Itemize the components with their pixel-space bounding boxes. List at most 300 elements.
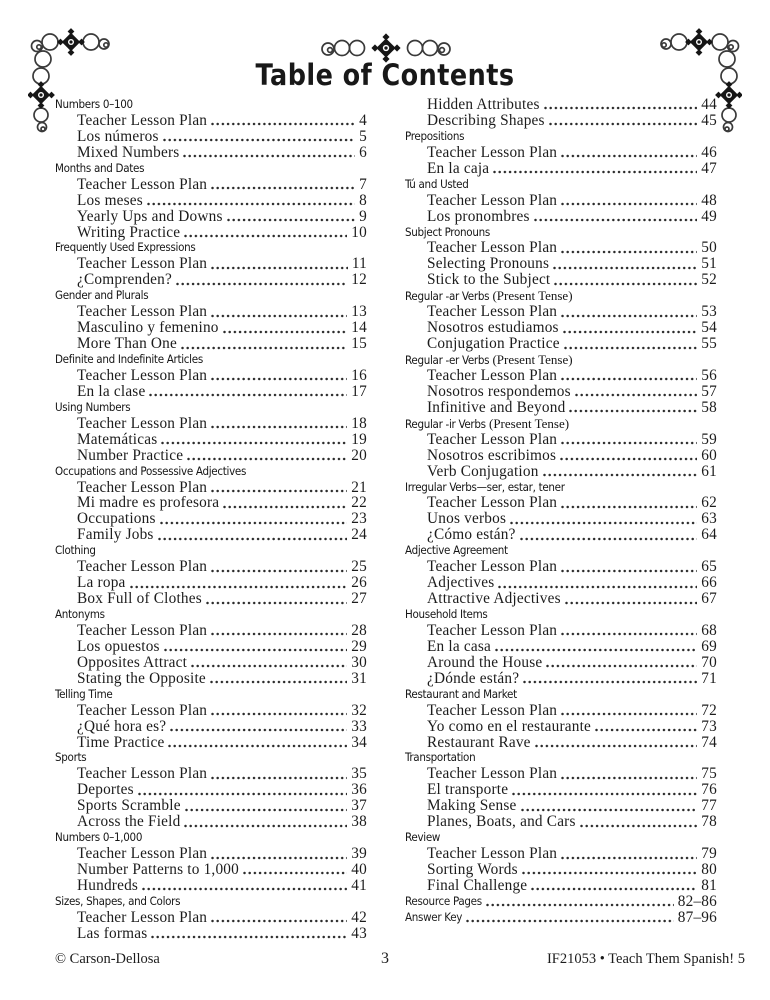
dot-leader bbox=[211, 186, 355, 190]
toc-section-header bbox=[405, 416, 717, 432]
page-number: 69 bbox=[701, 637, 717, 655]
dot-leader bbox=[243, 871, 347, 875]
toc-entry bbox=[405, 97, 717, 113]
dot-leader bbox=[142, 887, 347, 891]
entry-label: Verb Conjugation bbox=[427, 462, 539, 480]
dot-leader bbox=[544, 106, 698, 110]
toc-entry bbox=[405, 400, 717, 416]
toc-section-header bbox=[55, 830, 367, 846]
entry-label: Making Sense bbox=[427, 797, 517, 815]
page-number: 80 bbox=[701, 861, 717, 878]
toc-entry bbox=[405, 766, 717, 782]
toc-section-header bbox=[55, 240, 367, 256]
toc-entry bbox=[55, 655, 367, 671]
entry-label: Los meses bbox=[77, 191, 143, 209]
dot-leader bbox=[184, 234, 347, 238]
page-number: 63 bbox=[701, 510, 717, 528]
toc-entry bbox=[405, 272, 717, 288]
dot-leader bbox=[561, 377, 697, 381]
dot-leader bbox=[546, 664, 697, 668]
page-number: 45 bbox=[701, 111, 717, 129]
toc-section-header bbox=[405, 607, 717, 623]
entry-label: Answer Key bbox=[405, 909, 463, 924]
page-number: 10 bbox=[351, 223, 367, 241]
dot-leader bbox=[560, 457, 697, 461]
page-number: 26 bbox=[351, 574, 367, 592]
page-number: 25 bbox=[351, 558, 367, 576]
toc-entry bbox=[55, 368, 367, 384]
page-number: 31 bbox=[351, 669, 367, 687]
entry-label: Sorting Words bbox=[427, 861, 518, 878]
toc-entry bbox=[55, 527, 367, 543]
section-header-text: Gender and Plurals bbox=[55, 288, 149, 303]
page-number: 5 bbox=[359, 127, 367, 145]
toc-entry bbox=[405, 591, 717, 607]
toc-section-header bbox=[55, 352, 367, 368]
entry-label: ¿Dónde están? bbox=[427, 669, 520, 687]
dot-leader bbox=[561, 314, 697, 318]
toc-entry bbox=[405, 639, 717, 655]
toc-entry bbox=[55, 336, 367, 352]
dot-leader bbox=[147, 202, 355, 206]
dot-leader bbox=[561, 505, 697, 509]
section-header-text: Numbers 0–1,000 bbox=[55, 830, 143, 845]
page-number: 60 bbox=[701, 446, 717, 464]
toc-entry bbox=[55, 926, 367, 942]
page-number: 22 bbox=[351, 494, 367, 512]
dot-leader bbox=[561, 154, 697, 158]
entry-label: Around the House bbox=[427, 653, 543, 671]
page-number: 30 bbox=[351, 653, 367, 671]
page-number: 53 bbox=[701, 303, 717, 321]
dot-leader bbox=[181, 346, 347, 350]
entry-label: Teacher Lesson Plan bbox=[427, 239, 558, 257]
entry-label: Yo como en el restaurante bbox=[427, 717, 592, 735]
entry-label: Resource Pages bbox=[405, 893, 482, 908]
toc-entry bbox=[55, 129, 367, 145]
section-header-text: Prepositions bbox=[405, 128, 465, 143]
toc-entry bbox=[405, 878, 717, 894]
entry-label: Teacher Lesson Plan bbox=[427, 621, 558, 639]
toc-entry bbox=[55, 846, 367, 862]
entry-label: Hidden Attributes bbox=[427, 96, 540, 113]
page-number: 79 bbox=[701, 845, 717, 863]
toc-entry bbox=[55, 814, 367, 830]
entry-label: Teacher Lesson Plan bbox=[427, 558, 558, 576]
page-number: 64 bbox=[701, 526, 717, 544]
entry-label: More Than One bbox=[77, 335, 178, 353]
page-number: 39 bbox=[351, 845, 367, 863]
toc-entry bbox=[405, 209, 717, 225]
toc-entry bbox=[55, 113, 367, 129]
toc-entry bbox=[55, 735, 367, 751]
entry-label: ¿Comprenden? bbox=[77, 271, 172, 289]
toc-entry bbox=[405, 384, 717, 400]
entry-label: Mi madre es profesora bbox=[77, 494, 220, 512]
dot-leader bbox=[185, 808, 348, 812]
toc-entry bbox=[405, 894, 717, 910]
dot-leader bbox=[223, 505, 347, 509]
dot-leader bbox=[211, 425, 347, 429]
dot-leader bbox=[510, 521, 697, 525]
toc-entry bbox=[405, 655, 717, 671]
section-header-text: Sports bbox=[55, 750, 87, 765]
page-number: 78 bbox=[701, 813, 717, 831]
dot-leader bbox=[184, 824, 347, 828]
entry-label: Family Jobs bbox=[77, 526, 154, 544]
dot-leader bbox=[523, 680, 697, 684]
section-header-text: Antonyms bbox=[55, 607, 105, 621]
page-number: 52 bbox=[701, 271, 717, 289]
toc-entry bbox=[405, 113, 717, 129]
dot-leader bbox=[561, 202, 697, 206]
page-number: 68 bbox=[701, 621, 717, 639]
section-header-text: Restaurant and Market bbox=[405, 686, 517, 701]
toc-section-header bbox=[55, 161, 367, 177]
dot-leader bbox=[535, 744, 698, 748]
dot-leader bbox=[543, 473, 698, 477]
dot-leader bbox=[561, 250, 697, 254]
dot-leader bbox=[211, 856, 347, 860]
copyright-text: © Carson-Dellosa bbox=[55, 951, 160, 967]
entry-label: Time Practice bbox=[77, 733, 165, 751]
page-number: 65 bbox=[701, 558, 717, 576]
dot-leader bbox=[580, 824, 698, 828]
dot-leader bbox=[561, 569, 697, 573]
toc-entry bbox=[405, 256, 717, 272]
toc-entry bbox=[55, 623, 367, 639]
page-number: 32 bbox=[351, 701, 367, 719]
page-number: 17 bbox=[351, 382, 367, 400]
page-number: 50 bbox=[701, 239, 717, 257]
dot-leader bbox=[211, 632, 347, 636]
dot-leader bbox=[575, 393, 698, 397]
dot-leader bbox=[130, 585, 348, 589]
section-header-text: Tú and Usted bbox=[405, 176, 469, 191]
dot-leader bbox=[211, 919, 347, 923]
toc-section-header bbox=[55, 894, 367, 910]
page-number: 54 bbox=[701, 319, 717, 337]
toc-section-header bbox=[405, 352, 717, 368]
entry-label: Teacher Lesson Plan bbox=[77, 558, 208, 576]
dot-leader bbox=[569, 409, 697, 413]
folio-page-number: 3 bbox=[381, 950, 389, 967]
dot-leader bbox=[191, 664, 347, 668]
page-number: 76 bbox=[701, 781, 717, 799]
page-number: 57 bbox=[701, 382, 717, 400]
toc-entry bbox=[55, 384, 367, 400]
page-number: 51 bbox=[701, 255, 717, 273]
toc-section-header bbox=[405, 480, 717, 496]
page-number: 28 bbox=[351, 621, 367, 639]
entry-label: Selecting Pronouns bbox=[427, 255, 550, 273]
dot-leader bbox=[187, 457, 347, 461]
section-header-text: Months and Dates bbox=[55, 160, 145, 175]
dot-leader bbox=[561, 856, 697, 860]
toc-section-header bbox=[405, 288, 717, 304]
dot-leader bbox=[183, 154, 355, 158]
toc-section-header bbox=[55, 464, 367, 480]
dot-leader bbox=[522, 871, 698, 875]
toc-entry bbox=[55, 575, 367, 591]
page-number: 6 bbox=[359, 143, 367, 161]
toc-entry bbox=[405, 623, 717, 639]
dot-leader bbox=[565, 601, 698, 605]
dot-leader bbox=[549, 122, 698, 126]
toc-entry bbox=[55, 862, 367, 878]
page-number: 16 bbox=[351, 366, 367, 384]
dot-leader bbox=[211, 314, 347, 318]
page-number: 48 bbox=[701, 191, 717, 209]
dot-leader bbox=[553, 266, 697, 270]
section-header-text: Review bbox=[405, 830, 441, 845]
toc-entry bbox=[405, 368, 717, 384]
toc-entry bbox=[55, 193, 367, 209]
section-header-suffix: (Present Tense) bbox=[489, 352, 573, 367]
dot-leader bbox=[206, 601, 347, 605]
toc-entry bbox=[405, 161, 717, 177]
toc-section-header bbox=[405, 687, 717, 703]
entry-label: Planes, Boats, and Cars bbox=[427, 813, 576, 831]
toc-section-header bbox=[55, 687, 367, 703]
dot-leader bbox=[595, 728, 697, 732]
entry-label: Restaurant Rave bbox=[427, 733, 531, 751]
dot-leader bbox=[168, 744, 347, 748]
toc-entry bbox=[405, 240, 717, 256]
page-title: Table of Contents bbox=[255, 58, 515, 92]
toc-entry bbox=[405, 304, 717, 320]
entry-label: Occupations bbox=[77, 510, 156, 528]
entry-label: Infinitive and Beyond bbox=[427, 398, 566, 416]
toc-entry bbox=[405, 145, 717, 161]
page-number: 47 bbox=[701, 159, 717, 177]
toc-entry bbox=[55, 432, 367, 448]
page-footer bbox=[0, 951, 770, 971]
toc-column-right bbox=[405, 97, 717, 942]
entry-label: Teacher Lesson Plan bbox=[77, 111, 208, 129]
page-number: 70 bbox=[701, 653, 717, 671]
dot-leader bbox=[512, 792, 697, 796]
entry-label: Across the Field bbox=[77, 813, 181, 831]
page-number: 56 bbox=[701, 366, 717, 384]
entry-label: ¿Qué hora es? bbox=[77, 717, 167, 735]
entry-label: Hundreds bbox=[77, 876, 139, 894]
page-number: 21 bbox=[351, 478, 367, 496]
toc-entry bbox=[405, 862, 717, 878]
dot-leader bbox=[227, 218, 356, 222]
entry-label: Matemáticas bbox=[77, 430, 158, 448]
dot-leader bbox=[564, 346, 698, 350]
section-header-text: Telling Time bbox=[55, 686, 113, 701]
toc-column-left bbox=[55, 97, 367, 942]
toc-entry bbox=[405, 432, 717, 448]
entry-label: Teacher Lesson Plan bbox=[77, 845, 208, 863]
toc-section-header bbox=[55, 400, 367, 416]
section-header-suffix: (Present Tense) bbox=[485, 415, 570, 431]
entry-label: Teacher Lesson Plan bbox=[427, 143, 558, 161]
dot-leader bbox=[561, 441, 697, 445]
toc-entry bbox=[55, 671, 367, 687]
toc-section-header bbox=[405, 830, 717, 846]
section-header-text: Sizes, Shapes, and Colors bbox=[55, 893, 181, 908]
toc-entry bbox=[405, 336, 717, 352]
toc-entry bbox=[55, 304, 367, 320]
entry-label: Teacher Lesson Plan bbox=[77, 366, 208, 384]
section-header-text: Regular -ir Verbs bbox=[405, 416, 486, 431]
toc-entry bbox=[55, 177, 367, 193]
toc-section-header bbox=[405, 225, 717, 241]
toc-entry bbox=[55, 719, 367, 735]
toc-entry bbox=[55, 416, 367, 432]
dot-leader bbox=[149, 393, 347, 397]
page-number: 11 bbox=[351, 255, 367, 273]
page-number: 14 bbox=[351, 319, 367, 337]
page-number: 29 bbox=[351, 637, 367, 655]
page-number: 35 bbox=[351, 765, 367, 783]
toc-entry bbox=[405, 320, 717, 336]
toc-entry bbox=[405, 511, 717, 527]
page-number: 8 bbox=[359, 191, 367, 209]
dot-leader bbox=[211, 377, 347, 381]
page-number: 9 bbox=[359, 207, 367, 225]
entry-label: Mixed Numbers bbox=[77, 143, 180, 161]
page-number: 77 bbox=[701, 797, 717, 815]
toc-section-header bbox=[405, 750, 717, 766]
dot-leader bbox=[170, 728, 347, 732]
entry-label: Teacher Lesson Plan bbox=[427, 430, 558, 448]
toc-entry bbox=[55, 639, 367, 655]
entry-label: Teacher Lesson Plan bbox=[427, 845, 558, 863]
dot-leader bbox=[161, 441, 347, 445]
dot-leader bbox=[160, 521, 348, 525]
toc-entry bbox=[55, 878, 367, 894]
entry-label: Teacher Lesson Plan bbox=[427, 765, 558, 783]
entry-label: Teacher Lesson Plan bbox=[77, 621, 208, 639]
page-number: 62 bbox=[701, 494, 717, 512]
dot-leader bbox=[163, 138, 355, 142]
toc-section-header bbox=[55, 750, 367, 766]
toc-entry bbox=[55, 591, 367, 607]
dot-leader bbox=[164, 648, 348, 652]
toc-entry bbox=[405, 814, 717, 830]
toc-entry bbox=[55, 480, 367, 496]
entry-label: Teacher Lesson Plan bbox=[427, 366, 558, 384]
dot-leader bbox=[211, 122, 355, 126]
toc-entry bbox=[405, 671, 717, 687]
entry-label: Las formas bbox=[77, 924, 148, 942]
dot-leader bbox=[495, 648, 697, 652]
page-number: 61 bbox=[701, 462, 717, 480]
page-number: 23 bbox=[351, 510, 367, 528]
toc-section-header bbox=[55, 607, 367, 623]
toc-entry bbox=[405, 798, 717, 814]
page-number: 12 bbox=[351, 271, 367, 289]
section-header-text: Definite and Indefinite Articles bbox=[55, 352, 203, 366]
page-number: 20 bbox=[351, 446, 367, 464]
dot-leader bbox=[211, 569, 347, 573]
entry-label: Teacher Lesson Plan bbox=[427, 701, 558, 719]
entry-label: Number Practice bbox=[77, 446, 184, 464]
entry-label: Describing Shapes bbox=[427, 111, 545, 129]
page-number: 40 bbox=[351, 861, 367, 878]
entry-label: La ropa bbox=[77, 574, 126, 592]
toc-entry bbox=[55, 272, 367, 288]
dot-leader bbox=[561, 776, 697, 780]
dot-leader bbox=[211, 712, 347, 716]
entry-label: Teacher Lesson Plan bbox=[77, 908, 208, 926]
toc-entry bbox=[55, 225, 367, 241]
page-number: 13 bbox=[351, 303, 367, 321]
page-number: 72 bbox=[701, 701, 717, 719]
page-number: 59 bbox=[701, 430, 717, 448]
page-number: 27 bbox=[351, 590, 367, 608]
entry-label: Teacher Lesson Plan bbox=[77, 478, 208, 496]
toc-entry bbox=[55, 703, 367, 719]
toc-entry bbox=[405, 527, 717, 543]
dot-leader bbox=[486, 903, 674, 907]
entry-label: Deportes bbox=[77, 781, 134, 799]
entry-label: Nosotros estudiamos bbox=[427, 319, 559, 337]
entry-label: Teacher Lesson Plan bbox=[77, 303, 208, 321]
entry-label: Los pronombres bbox=[427, 207, 530, 225]
toc-entry bbox=[405, 910, 717, 926]
page-number: 4 bbox=[359, 111, 367, 129]
dot-leader bbox=[466, 919, 674, 923]
entry-label: Conjugation Practice bbox=[427, 335, 560, 353]
dot-leader bbox=[561, 632, 697, 636]
dot-leader bbox=[563, 330, 698, 334]
page-number: 46 bbox=[701, 143, 717, 161]
entry-label: Stating the Opposite bbox=[77, 669, 206, 687]
entry-label: Unos verbos bbox=[427, 510, 507, 528]
section-header-text: Subject Pronouns bbox=[405, 224, 490, 239]
toc-entry bbox=[55, 782, 367, 798]
page-number: 37 bbox=[351, 797, 367, 815]
toc-entry bbox=[405, 575, 717, 591]
dot-leader bbox=[210, 680, 347, 684]
dot-leader bbox=[520, 537, 698, 541]
dot-leader bbox=[138, 792, 347, 796]
toc-entry bbox=[55, 256, 367, 272]
page-number: 74 bbox=[701, 733, 717, 751]
section-header-text: Clothing bbox=[55, 543, 96, 558]
section-header-text: Using Numbers bbox=[55, 399, 131, 414]
toc-section-header bbox=[55, 97, 367, 113]
page-number: 82–86 bbox=[677, 892, 717, 910]
entry-label: En la clase bbox=[77, 382, 146, 400]
entry-label: Teacher Lesson Plan bbox=[427, 303, 558, 321]
toc-entry bbox=[405, 735, 717, 751]
section-header-text: Adjective Agreement bbox=[405, 543, 508, 558]
page-number: 73 bbox=[701, 717, 717, 735]
dot-leader bbox=[211, 776, 347, 780]
section-header-text: Numbers 0–100 bbox=[55, 97, 133, 111]
toc-entry bbox=[405, 193, 717, 209]
dot-leader bbox=[223, 330, 348, 334]
entry-label: Los números bbox=[77, 127, 159, 145]
toc-entry bbox=[405, 846, 717, 862]
page-number: 49 bbox=[701, 207, 717, 225]
toc-entry bbox=[405, 464, 717, 480]
page-number: 81 bbox=[701, 876, 717, 894]
toc-entry bbox=[55, 511, 367, 527]
section-header-text: Occupations and Possessive Adjectives bbox=[55, 463, 247, 478]
toc-entry bbox=[55, 559, 367, 575]
dot-leader bbox=[531, 887, 697, 891]
toc-entry bbox=[405, 448, 717, 464]
entry-label: Teacher Lesson Plan bbox=[427, 494, 558, 512]
toc-entry bbox=[55, 798, 367, 814]
